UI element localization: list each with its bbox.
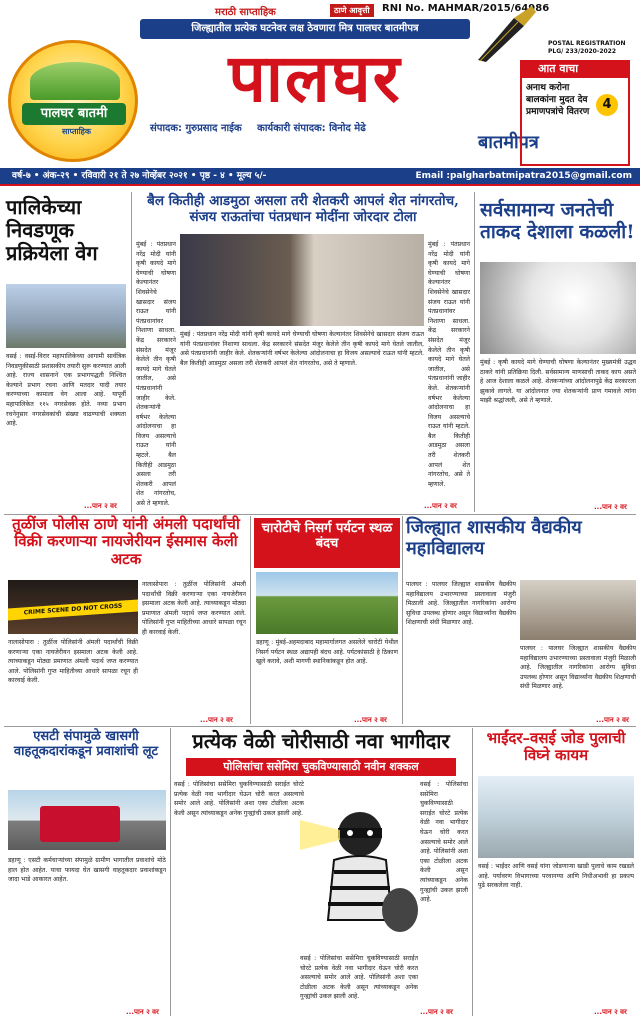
- story4-continued[interactable]: ...पान २ वर: [200, 716, 233, 724]
- story8-subheadline[interactable]: पोलिसांचा ससेमिरा चुकविण्यासाठी नवीन शक्कल: [186, 758, 456, 776]
- column-divider: [402, 516, 403, 724]
- story3-body: मुंबई : कृषी कायदे मागे घेण्याची घोषणा केल्यानंतर मुख्यमंत्री उद्धव ठाकरे यांनी प्रतिक्रिया दिली. सर्वसामान्य माणसाची ताकद काय असते हे आज देशाला कळले आहे. शेतकऱ्यांच्या आंदोलनापुढे केंद्र सरकारला झुकावे लागले. या आंदोलनात ज्या शेतकऱ्यांनी प्राण गमावले त्यांना माझी श्रद्धांजली, असे ते म्हणाले.: [480, 359, 636, 405]
- story8-body-lower: वसई : पोलिसांचा ससेमिरा चुकविण्यासाठी सराईत चोरटे प्रत्येक वेळी नवा भागीदार घेऊन चोरी करत असल्याचे समोर आले आहे. पोलिसांनी अशा एका टोळीला अटक केली असून त्यांच्याकडून अनेक गुन्ह्यांची उकल झाली आहे.: [300, 955, 418, 1001]
- story3-photo: [480, 262, 636, 354]
- story3-continued[interactable]: ...पान २ वर: [594, 503, 627, 511]
- story1-photo: [6, 284, 126, 348]
- story3-headline[interactable]: सर्वसामान्य जनतेची ताकद देशाला कळली!: [480, 199, 635, 243]
- story8-headline[interactable]: प्रत्येक वेळी चोरीसाठी नवा भागीदार: [192, 729, 450, 753]
- story8-body-right: वसई : पोलिसांचा ससेमिरा चुकविण्यासाठी सराईत चोरटे प्रत्येक वेळी नवा भागीदार घेऊन चोरी करत असल्याचे समोर आले आहे. पोलिसांनी अशा एका टोळीला अटक केली असून त्यांच्याकडून अनेक गुन्ह्यांची उकल झाली आहे.: [420, 781, 468, 904]
- side-title: बातमीपत्र: [478, 132, 539, 153]
- story6-photo: [520, 580, 636, 640]
- read-inside-label: आत वाचा: [520, 60, 630, 78]
- story2-headline[interactable]: बैल कितीही आडमुठा असला तरी शेतकरी आपलं शेत नांगरतोच, संजय राऊतांचा पंतप्रधान मोदींना जोरदार टोला: [147, 193, 459, 225]
- newspaper-title: पालघर: [228, 39, 402, 117]
- bus-icon: [40, 806, 120, 842]
- email-address[interactable]: Email :palgharbatmipatra2015@gmail.com: [415, 171, 632, 181]
- issue-info-bar: [0, 168, 640, 184]
- column-divider: [170, 728, 171, 1016]
- story5-headline[interactable]: चारोटीचे निसर्ग पर्यटन स्थळ बंदच: [254, 518, 400, 568]
- story6-body-lower: पालघर : पालघर जिल्ह्यात शासकीय वैद्यकीय महाविद्यालय उभारण्याच्या प्रस्तावाला मंजुरी मिळाली आहे. जिल्ह्यातील नागरिकांना आरोग्य सुविधा उपलब्ध होणार असून विद्यार्थ्यांना वैद्यकीय शिक्षणाची संधी मिळणार आहे.: [520, 645, 636, 691]
- thief-icon: [300, 800, 420, 950]
- story8-body: वसई : पोलिसांचा ससेमिरा चुकविण्यासाठी सराईत चोरटे प्रत्येक वेळी नवा भागीदार घेऊन चोरी करत असल्याचे समोर आले आहे. पोलिसांनी अशा एका टोळीला अटक केली असून त्यांच्याकडून अनेक गुन्ह्यांची उकल झाली आहे.: [174, 781, 304, 817]
- story2-body-left: मुंबई : पंतप्रधान नरेंद्र मोदी यांनी कृषी कायदे मागे घेण्याची घोषणा केल्यानंतर शिवसेनेचे खासदार संजय राऊत यांनी पंतप्रधानांवर निशाणा साधला. केंद्र सरकारने संसदेत मंजूर केलेले तीन कृषी कायदे मागे घेतले जातील, असे पंतप्रधानांनी जाहीर केले. शेतकऱ्यांनी वर्षभर केलेल्या आंदोलनाचा हा विजय असल्याचे राऊत यांनी म्हटले. बैल कितीही आडमुठा असला तरी शेतकरी आपलं शेत नांगरतोच, असे ते म्हणाले.: [136, 241, 176, 508]
- story9-continued[interactable]: ...पान २ वर: [594, 1008, 627, 1016]
- column-divider: [131, 192, 132, 512]
- issue-info: वर्ष-७ • अंक-२९ • रविवारी २१ ते २७ नोव्हेंबर २०२१ • पृष्ठ - ४ • मूल्य ५/-: [12, 171, 267, 181]
- logo-sub: साप्ताहिक: [62, 127, 92, 136]
- story7-body: डहाणू : एसटी कर्मचाऱ्यांच्या संपामुळे ग्रामीण भागातील प्रवाशांचे मोठे हाल होत आहेत. याचा फायदा घेत खासगी वाहतूकदार प्रवाशांकडून जादा भाडे आकारत आहेत.: [8, 857, 166, 884]
- story9-photo: [478, 776, 634, 858]
- fountain-pen-icon: [470, 4, 540, 64]
- story2-body-right: मुंबई : पंतप्रधान नरेंद्र मोदी यांनी कृषी कायदे मागे घेण्याची घोषणा केल्यानंतर शिवसेनेचे खासदार संजय राऊत यांनी पंतप्रधानांवर निशाणा साधला. केंद्र सरकारने संसदेत मंजूर केलेले तीन कृषी कायदे मागे घेतले जातील, असे पंतप्रधानांनी जाहीर केले. शेतकऱ्यांनी वर्षभर केलेल्या आंदोलनाचा हा विजय असल्याचे राऊत यांनी म्हटले. बैल कितीही आडमुठा असला तरी शेतकरी आपलं शेत नांगरतोच, असे ते म्हणाले.: [428, 241, 470, 488]
- exec-editor-name: कार्यकारी संपादक: विनोद मेढे: [257, 123, 366, 134]
- story5-body: डहाणू : मुंबई-अहमदाबाद महामार्गालगत असलेले चारोटी येथील निसर्ग पर्यटन स्थळ अद्यापही बंदच आहे. पर्यटकांसाठी हे ठिकाण खुले करावे, अशी मागणी स्थानिकांकडून होत आहे.: [256, 639, 398, 666]
- column-divider: [474, 192, 475, 512]
- story1-headline[interactable]: पालिकेच्या निवडणूक प्रक्रियेला वेग: [6, 195, 98, 265]
- story4-body-lower: नालासोपारा : तुळींज पोलिसांनी अंमली पदार्थांची विक्री करणाऱ्या एका नायजेरीयन इसमाला अटक केली आहे. त्याच्याकडून मोठ्या प्रमाणात अंमली पदार्थ जप्त करण्यात आले. पोलिसांनी गुप्त माहितीच्या आधारे सापळा रचून ही कारवाई केली.: [8, 639, 138, 685]
- edition-badge: ठाणे आवृत्ती: [330, 4, 374, 17]
- story5-photo: [256, 572, 398, 634]
- section-divider: [4, 726, 636, 727]
- story6-body: पालघर : पालघर जिल्ह्यात शासकीय वैद्यकीय महाविद्यालय उभारण्याच्या प्रस्तावाला मंजुरी मिळाली आहे. जिल्ह्यातील नागरिकांना आरोग्य सुविधा उपलब्ध होणार असून विद्यार्थ्यांना वैद्यकीय शिक्षणाची संधी मिळणार आहे.: [406, 581, 516, 627]
- story6-headline[interactable]: जिल्ह्यात शासकीय वैद्यकीय महाविद्यालय: [406, 517, 582, 559]
- story2-photo: [180, 234, 424, 326]
- rni-number: RNI No. MAHMAR/2015/64986: [382, 3, 550, 14]
- read-inside-items: अनाथ करोना बालकांना मुदत देव प्रमाणपत्रांचे वितरण: [526, 83, 590, 117]
- weekly-label: मराठी साप्ताहिक: [215, 7, 276, 18]
- editor-name: संपादक: गुरुप्रसाद नाईक: [150, 123, 242, 134]
- story2-body: मुंबई : पंतप्रधान नरेंद्र मोदी यांनी कृषी कायदे मागे घेण्याची घोषणा केल्यानंतर शिवसेनेचे खासदार संजय राऊत यांनी पंतप्रधानांवर निशाणा साधला. केंद्र सरकारने संसदेत मंजूर केलेले तीन कृषी कायदे मागे घेतले जातील, असे पंतप्रधानांनी जाहीर केले. शेतकऱ्यांनी वर्षभर केलेल्या आंदोलनाचा हा विजय असल्याचे राऊत यांनी म्हटले. बैल कितीही आडमुठा असला तरी शेतकरी आपलं शेत नांगरतोच, असे ते म्हणाले.: [180, 331, 424, 367]
- story1-body: वसई : वसई-विरार महापालिकेच्या आगामी सार्वत्रिक निवडणुकीसाठी प्रशासकीय तयारी सुरू करण्यात आली आहे. राज्य शासनाने एक प्रभागपद्धती निश्चित केल्याने प्रभाग रचना आणि मतदार यादी तयार करण्याच्या कामाला वेग आला आहे. यापूर्वी महापालिकेत ११५ नगरसेवक होते. नव्या प्रभाग रचनेनुसार नगरसेवकांची संख्या वाढण्याची शक्यता आहे.: [6, 353, 126, 428]
- logo-name: पालघर बातमी: [22, 103, 126, 125]
- story7-continued[interactable]: ...पान २ वर: [126, 1008, 159, 1016]
- story7-headline[interactable]: एसटी संपामुळे खासगी वाहतूकदारांकडून प्रवाशांची लूट: [13, 729, 159, 759]
- story2-continued[interactable]: ...पान २ वर: [424, 502, 457, 510]
- story9-headline[interactable]: भाईंदर–वसई जोड पुलाची विघ्ने कायम: [486, 729, 626, 765]
- story4-headline[interactable]: तुळींज पोलीस ठाणे यांनी अंमली पदार्थांची विक्री करणाऱ्या नायजेरीयन ईसमास केली अटक: [12, 515, 240, 568]
- read-inside-page-number: 4: [596, 94, 618, 116]
- postal-registration: POSTAL REGISTRATION PLG/ 233/2020-2022: [548, 40, 626, 55]
- column-divider: [250, 516, 251, 724]
- crime-scene-tape: CRIME SCENE DO NOT CROSS: [8, 599, 138, 620]
- divider: [0, 184, 640, 186]
- column-divider: [472, 728, 473, 1016]
- story4-body: नालासोपारा : तुळींज पोलिसांनी अंमली पदार्थांची विक्री करणाऱ्या एका नायजेरीयन इसमाला अटक केली आहे. त्याच्याकडून मोठ्या प्रमाणात अंमली पदार्थ जप्त करण्यात आले. पोलिसांनी गुप्त माहितीच्या आधारे सापळा रचून ही कारवाई केली.: [142, 581, 246, 636]
- logo-field-icon: [30, 62, 120, 100]
- story8-continued[interactable]: ...पान २ वर: [420, 1008, 453, 1016]
- tagline: जिल्ह्यातील प्रत्येक घटनेवर लक्ष ठेवणारा मित्र पालघर बातमीपत्र: [140, 19, 470, 39]
- story1-continued[interactable]: ...पान २ वर: [84, 502, 117, 510]
- editor-line: [150, 120, 472, 140]
- masthead-logo: [8, 40, 138, 162]
- story9-body: वसई : भाईंदर आणि वसई यांना जोडणाऱ्या खाडी पुलाचे काम रखडले आहे. पर्यावरण विभागाच्या परवानग्या आणि निधीअभावी हा प्रकल्प पुढे सरकलेला नाही.: [478, 863, 634, 890]
- story6-continued[interactable]: ...पान २ वर: [596, 716, 629, 724]
- story5-continued[interactable]: ...पान २ वर: [354, 716, 387, 724]
